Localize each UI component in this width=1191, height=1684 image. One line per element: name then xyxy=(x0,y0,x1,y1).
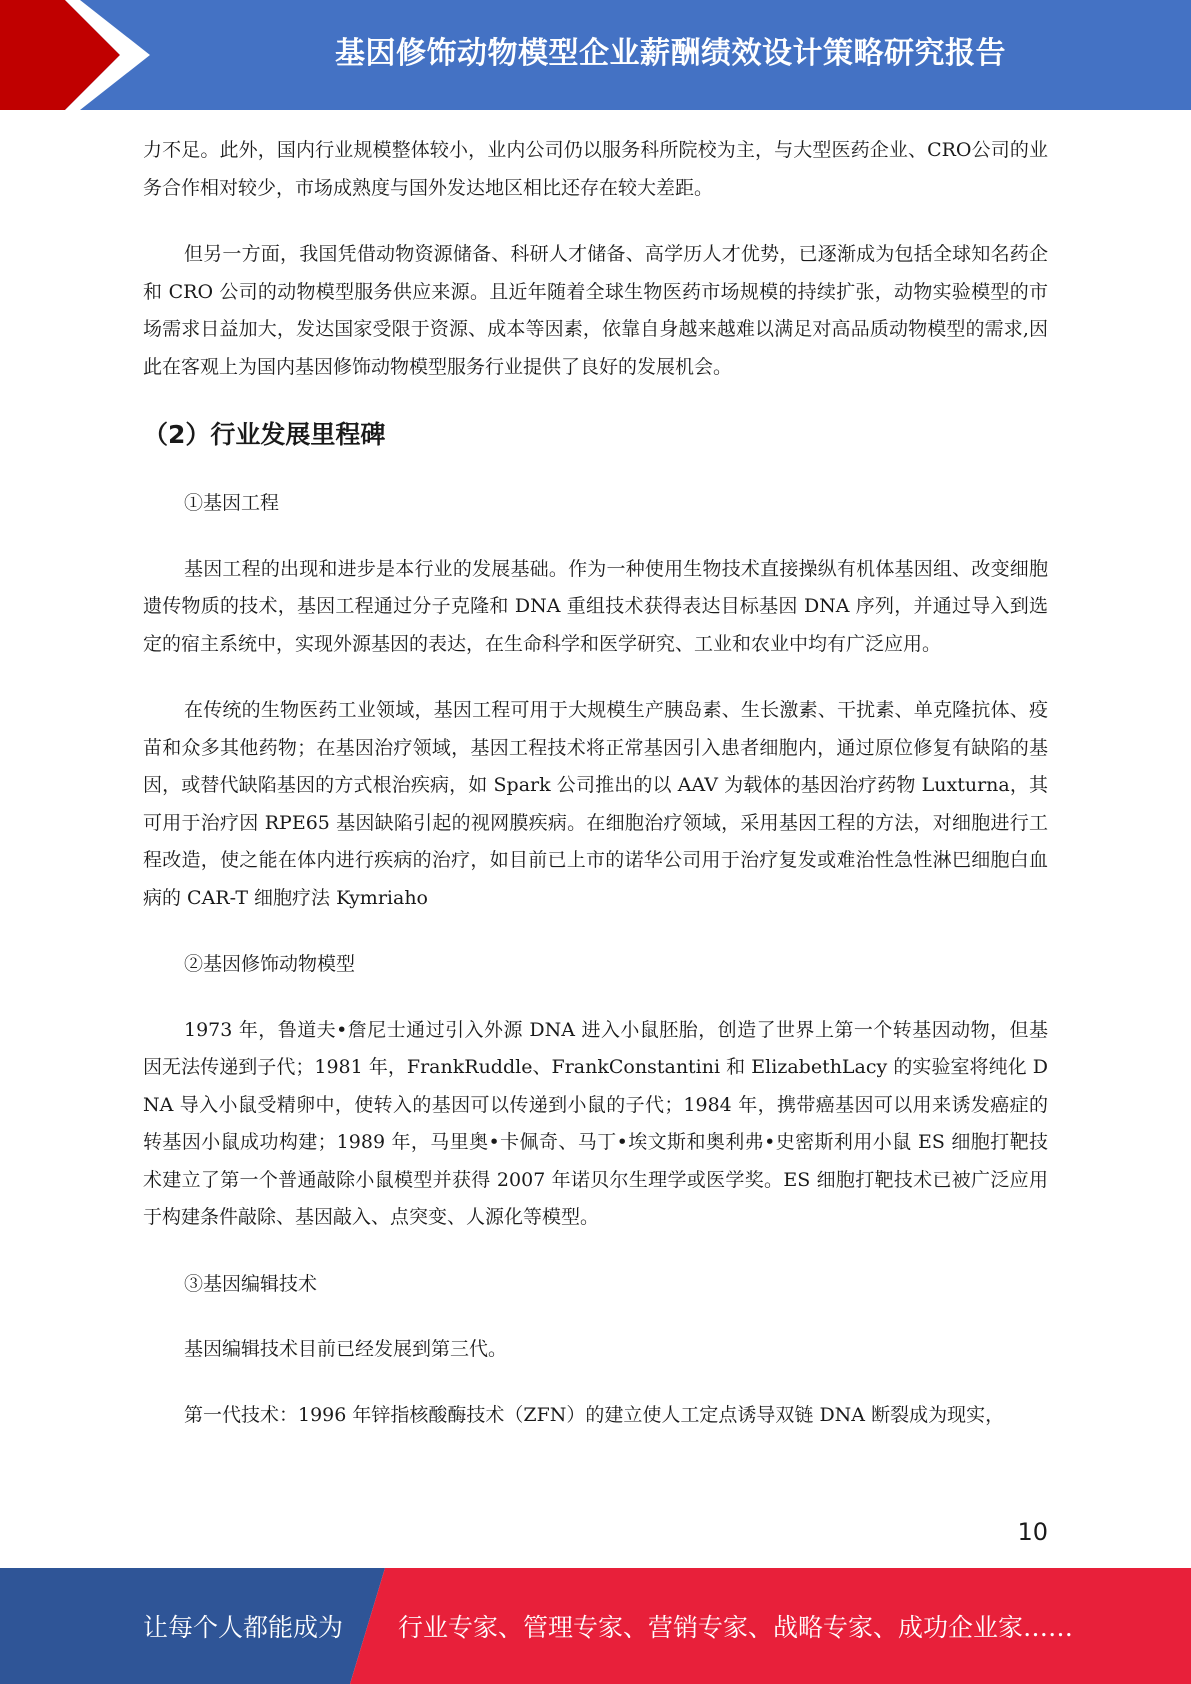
paragraph: 基因工程的出现和进步是本行业的发展基础。作为一种使用生物技术直接操纵有机体基因组、改变细胞遗传物质的技术，基因工程通过分子克隆和 DNA 重组技术获得表达目标基因 DNA 序列，并通过导入到选定的宿主系统中，实现外源基因的表达，在生命科学和医学研究、工业和农业中均有广泛应用。 xyxy=(143,557,1048,655)
footer-slogan-left: 让每个人都能成为 xyxy=(143,1613,344,1642)
paragraph: 力不足。此外，国内行业规模整体较小，业内公司仍以服务科所院校为主，与大型医药企业、CRO公司的业务合作相对较少，市场成熟度与国外发达地区相比还存在较大差距。 xyxy=(143,139,1048,199)
section-heading: （2）行业发展里程碑 xyxy=(143,420,386,449)
subsection-heading: ①基因工程 xyxy=(184,492,280,514)
page-header xyxy=(0,0,1191,110)
paragraph: 1973 年，鲁道夫•詹尼士通过引入外源 DNA 进入小鼠胚胎，创造了世界上第一个转基因动物，但基因无法传递到子代；1981 年，FrankRuddle、FrankConstantini 和 ElizabethLacy 的实验室将纯化 DNA 导入小鼠受精卵中，使转入的基因可以传递到小鼠的子代；1984 年，携带癌基因可以用来诱发癌症的转基因小鼠成功构建；1989 年，马里奥•卡佩奇、马丁•埃文斯和奥利弗•史密斯利用小鼠 ES 细胞打靶技术建立了第一个普通敲除小鼠模型并获得 2007 年诺贝尔生理学或医学奖。ES 细胞打靶技术已被广泛应用于构建条件敲除、基因敲入、点突变、人源化等模型。 xyxy=(143,1018,1048,1228)
paragraph: 第一代技术：1996 年锌指核酸酶技术（ZFN）的建立使人工定点诱导双链 DNA 断裂成为现实， xyxy=(184,1403,1005,1426)
page-body xyxy=(143,132,1048,1463)
page-footer xyxy=(0,1568,1191,1684)
header-title: 基因修饰动物模型企业薪酬绩效设计策略研究报告 xyxy=(335,36,1006,71)
subsection-heading: ②基因修饰动物模型 xyxy=(184,953,356,975)
paragraph: 基因编辑技术目前已经发展到第三代。 xyxy=(184,1338,508,1360)
footer-slogan-right: 行业专家、管理专家、营销专家、战略专家、成功企业家…… xyxy=(398,1613,1074,1642)
page-number: 10 xyxy=(1017,1518,1048,1546)
paragraph: 但另一方面，我国凭借动物资源储备、科研人才储备、高学历人才优势，已逐渐成为包括全球知名药企和 CRO 公司的动物模型服务供应来源。且近年随着全球生物医药市场规模的持续扩张，动物实验模型的市场需求日益加大，发达国家受限于资源、成本等因素，依靠自身越来越难以满足对高品质动物模型的需求,因此在客观上为国内基因修饰动物模型服务行业提供了良好的发展机会。 xyxy=(143,243,1048,378)
subsection-heading: ③基因编辑技术 xyxy=(184,1272,318,1295)
paragraph: 在传统的生物医药工业领域，基因工程可用于大规模生产胰岛素、生长激素、干扰素、单克隆抗体、疫苗和众多其他药物；在基因治疗领域，基因工程技术将正常基因引入患者细胞内，通过原位修复有缺陷的基因，或替代缺陷基因的方式根治疾病，如 Spark 公司推出的以 AAV 为载体的基因治疗药物 Luxturna，其可用于治疗因 RPE65 基因缺陷引起的视网膜疾病。在细胞治疗领域，采用基因工程的方法，对细胞进行工程改造，使之能在体内进行疾病的治疗，如目前已上市的诺华公司用于治疗复发或难治性急性淋巴细胞白血病的 CAR-T 细胞疗法 Kymriaho xyxy=(143,699,1048,909)
